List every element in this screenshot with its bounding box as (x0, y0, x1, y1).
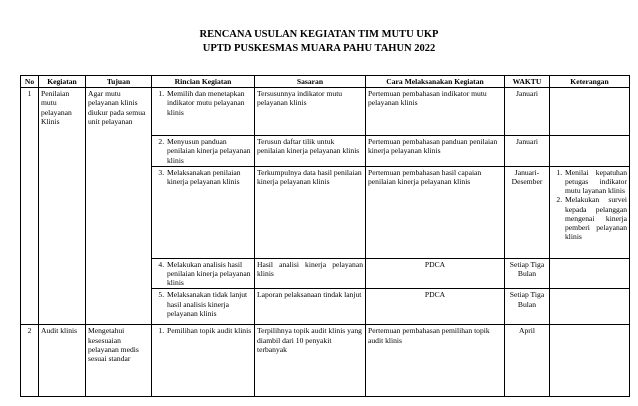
rincian-list (154, 326, 252, 335)
waktu-cell: Januari (505, 88, 550, 136)
rincian-list (154, 260, 252, 288)
cara-cell: PDCA (366, 289, 505, 325)
table-row (21, 88, 630, 136)
header-tujuan: Tujuan (86, 76, 152, 88)
document-subtitle: UPTD PUSKESMAS MUARA PAHU TAHUN 2022 (202, 43, 436, 54)
sasaran-cell: Terkumpulnya data hasil penilaian kinerja pelayanan klinis (255, 166, 366, 258)
cara-cell: Pertemuan pembahasan indikator mutu pelayanan klinis (366, 88, 505, 136)
header-rincian: Rincian Kegiatan (152, 76, 255, 88)
header-no: No (21, 76, 39, 88)
list-item: 4. Melakukan analisis hasil penilaian kinerja pelayanan klinis (166, 260, 252, 288)
activity-plan-table (20, 75, 630, 397)
kegiatan-cell: Audit klinis (39, 325, 86, 397)
table-header-row (21, 76, 630, 88)
header-cara: Cara Melaksanakan Kegiatan (366, 76, 505, 88)
list-item: 2. Melakukan survei kepada pelanggan mengenai kinerja pemberi pelayanan klinis (564, 195, 627, 241)
sasaran-cell: Laporan pelaksanaan tindak lanjut (255, 289, 366, 325)
rincian-list (154, 137, 252, 165)
table-row (21, 325, 630, 397)
sasaran-cell: Tersusunnya indikator mutu pelayanan klinis (255, 88, 366, 136)
waktu-cell: Januari (505, 136, 550, 167)
header-waktu: WAKTU (505, 76, 550, 88)
waktu-cell: April (505, 325, 550, 397)
rincian-list (154, 290, 252, 318)
keterangan-cell (550, 88, 630, 136)
header-keterangan: Keterangan (550, 76, 630, 88)
header-sasaran: Sasaran (255, 76, 366, 88)
sasaran-cell: Terpilihnya topik audit klinis yang diambil dari 10 penyakit terbanyak (255, 325, 366, 397)
list-item: 5. Melaksanakan tidak lanjut hasil analisis kinerja pelayanan klinis (166, 290, 252, 318)
list-item: 1. Menilai kepatuhan petugas indikator mutu layanan klinis (564, 168, 627, 196)
row-number: 2 (21, 325, 39, 397)
cara-cell: Pertemuan pembahasan pemilihan topik audit klinis (366, 325, 505, 397)
cara-cell: PDCA (366, 258, 505, 289)
list-item: 3. Melaksanakan penilaian kinerja pelayanan klinis (166, 168, 252, 186)
waktu-cell: Setiap Tiga Bulan (505, 289, 550, 325)
header-kegiatan: Kegiatan (39, 76, 86, 88)
waktu-cell: Januari-Desember (505, 166, 550, 258)
list-item: 2. Menyusun panduan penilaian kinerja pelayanan klinis (166, 137, 252, 165)
keterangan-list (552, 168, 627, 242)
kegiatan-cell: Penilaian mutu pelayanan Klinis (39, 88, 86, 325)
cara-cell: Pertemuan pembahasan hasil capaian penilaian kinerja pelayanan klinis (366, 166, 505, 258)
rincian-cell (152, 136, 255, 167)
list-item: 1. Memilih dan menetapkan indikator mutu pelayanan klinis (166, 89, 252, 117)
keterangan-cell (550, 166, 630, 258)
keterangan-cell (550, 325, 630, 397)
waktu-cell: Setiap Tiga Bulan (505, 258, 550, 289)
tujuan-cell: Mengetahui kesesuaian pelayanan medis sesuai standar (86, 325, 152, 397)
rincian-cell (152, 325, 255, 397)
rincian-list (154, 168, 252, 186)
rincian-list (154, 89, 252, 117)
keterangan-cell (550, 258, 630, 289)
rincian-cell (152, 289, 255, 325)
tujuan-cell: Agar mutu pelayanan klinis diukur pada semua unit pelayanan (86, 88, 152, 325)
keterangan-cell (550, 289, 630, 325)
row-number: 1 (21, 88, 39, 325)
rincian-cell (152, 258, 255, 289)
cara-cell: Pertemuan pembahasan panduan penilaian kinerja pelayanan klinis (366, 136, 505, 167)
rincian-cell (152, 88, 255, 136)
document-title: RENCANA USULAN KEGIATAN TIM MUTU UKP (199, 29, 439, 40)
keterangan-cell (550, 136, 630, 167)
list-item: 1. Pemilihan topik audit klinis (166, 326, 252, 335)
rincian-cell (152, 166, 255, 258)
sasaran-cell: Terusun daftar tilik untuk penilaian kinerja pelayanan klinis (255, 136, 366, 167)
sasaran-cell: Hasil analisi kinerja pelayanan klinis (255, 258, 366, 289)
